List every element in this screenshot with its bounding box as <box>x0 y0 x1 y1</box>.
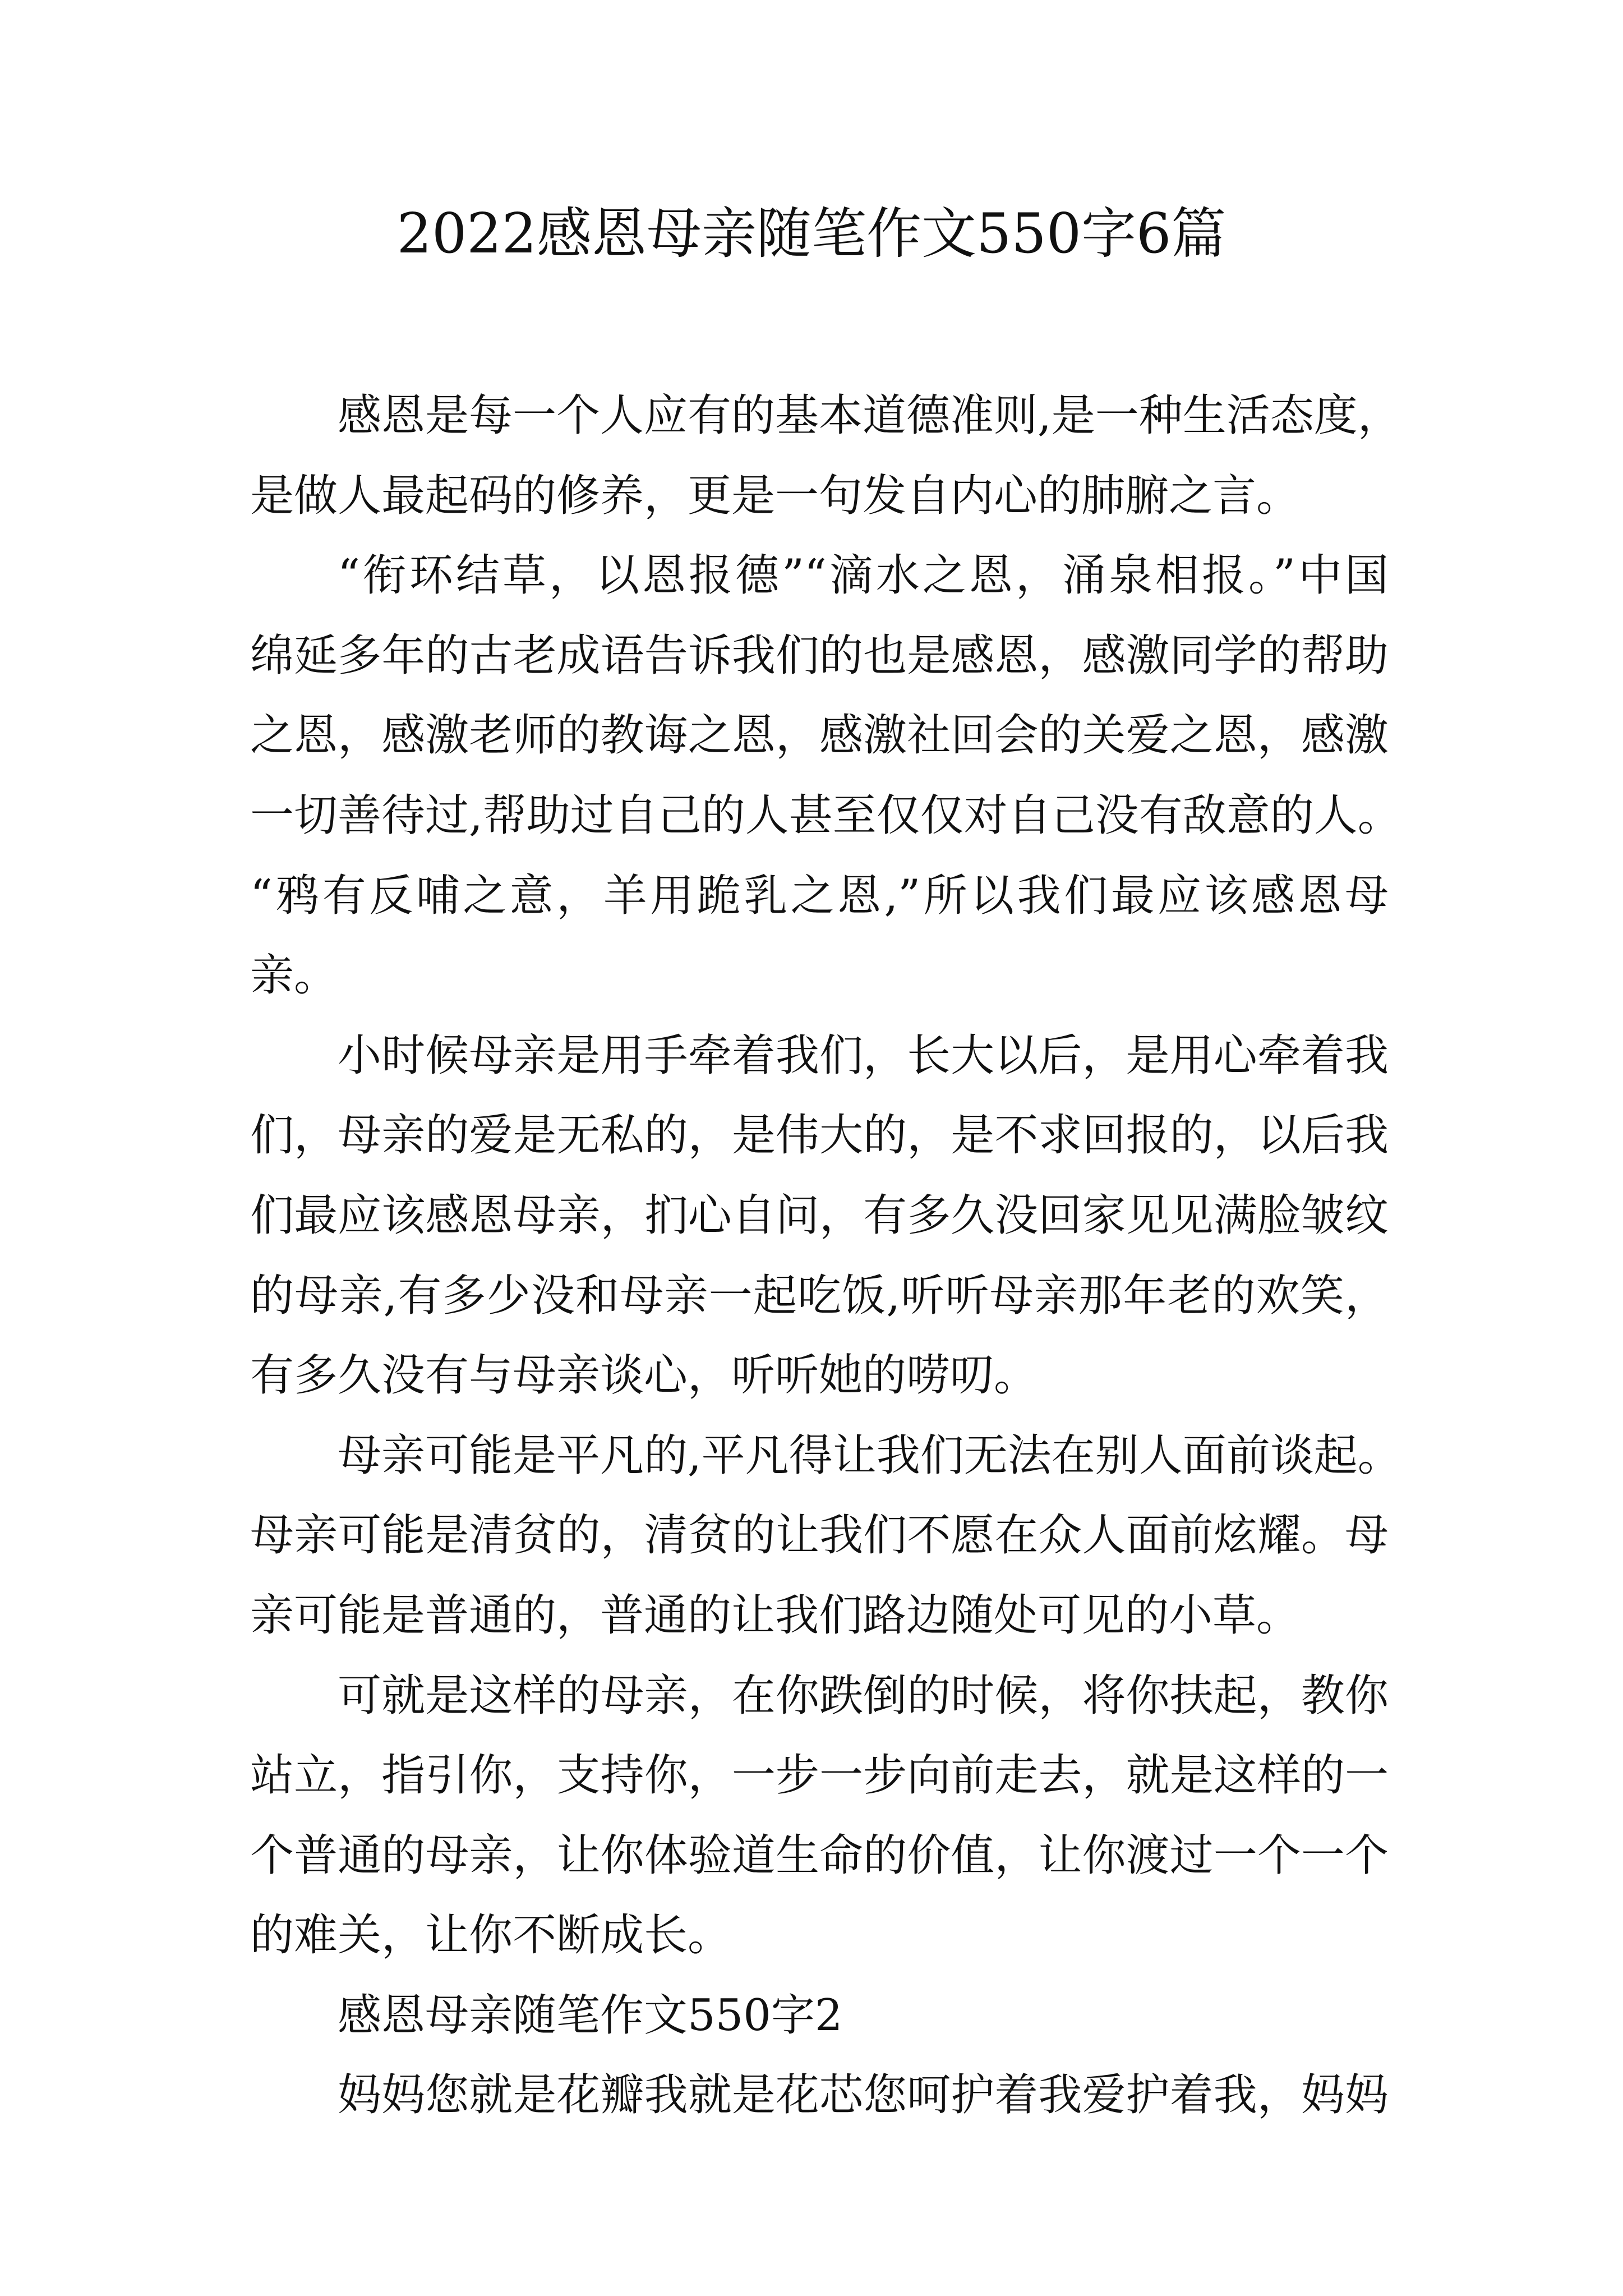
body-line: 的母亲,有多少没和母亲一起吃饭,听听母亲那年老的欢笑， <box>250 1270 1389 1321</box>
body-line: 是做人最起码的修养，更是一句发自内心的肺腑之言。 <box>250 470 1301 521</box>
body-line: 绵延多年的古老成语告诉我们的也是感恩，感激同学的帮助 <box>250 630 1389 681</box>
body-line: 个普通的母亲，让你体验道生命的价值，让你渡过一个一个 <box>250 1830 1389 1881</box>
body-line: 们最应该感恩母亲，扪心自问，有多久没回家见见满脸皱纹 <box>250 1190 1389 1241</box>
body-line: 感恩母亲随笔作文550字2 <box>338 1990 843 2041</box>
body-line: 亲可能是普通的，普通的让我们路边随处可见的小草。 <box>250 1590 1301 1641</box>
body-line: 们，母亲的爱是无私的，是伟大的，是不求回报的，以后我 <box>250 1110 1389 1161</box>
body-line: 母亲可能是清贫的，清贫的让我们不愿在众人面前炫耀。母 <box>250 1510 1389 1561</box>
body-line: 有多久没有与母亲谈心，听听她的唠叨。 <box>250 1350 1038 1401</box>
body-line: 之恩，感激老师的教诲之恩，感激社回会的关爱之恩，感激 <box>250 710 1389 761</box>
document-title: 2022感恩母亲随笔作文550字6篇 <box>396 202 1227 266</box>
body-line: 感恩是每一个人应有的基本道德准则,是一种生活态度， <box>338 390 1401 441</box>
body-line: 亲。 <box>250 950 338 1001</box>
body-line: 小时候母亲是用手牵着我们，长大以后，是用心牵着我 <box>338 1030 1389 1081</box>
document-body <box>250 376 1401 2136</box>
body-line: 一切善待过,帮助过自己的人甚至仅仅对自己没有敌意的人。 <box>250 790 1401 841</box>
body-line: 妈妈您就是花瓣我就是花芯您呵护着我爱护着我，妈妈 <box>338 2070 1389 2121</box>
body-line: 可就是这样的母亲，在你跌倒的时候，将你扶起，教你 <box>338 1670 1389 1721</box>
body-line: 的难关，让你不断成长。 <box>250 1910 732 1961</box>
body-line: “鸦有反哺之意，羊用跪乳之恩,”所以我们最应该感恩母 <box>250 870 1389 921</box>
body-line: 母亲可能是平凡的,平凡得让我们无法在别人面前谈起。 <box>338 1430 1401 1481</box>
body-line: “衔环结草，以恩报德”“滴水之恩，涌泉相报。”中国 <box>338 550 1389 601</box>
body-line: 站立，指引你，支持你，一步一步向前走去，就是这样的一 <box>250 1750 1389 1801</box>
